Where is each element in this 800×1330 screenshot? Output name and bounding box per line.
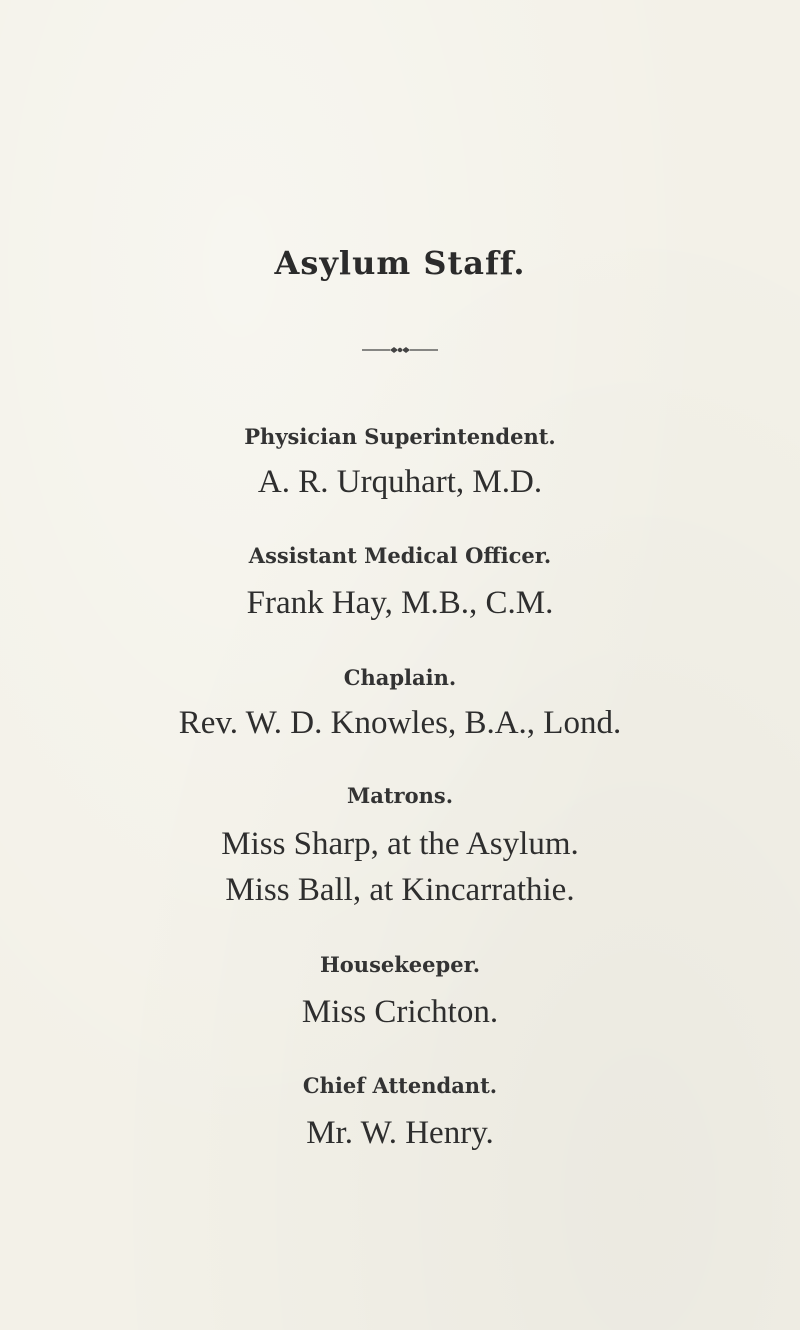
heading-housekeeper: Housekeeper. — [319, 952, 481, 977]
name-housekeeper: Miss Crichton. — [301, 994, 499, 1030]
name-physician-superintendent: A. R. Urquhart, M.D. — [257, 464, 543, 500]
page-title: Asylum Staff. — [274, 244, 526, 282]
name-matron-asylum: Miss Sharp, at the Asylum. — [221, 826, 579, 862]
heading-chief-attendant: Chief Attendant. — [302, 1073, 498, 1098]
heading-physician-superintendent: Physician Superintendent. — [244, 424, 556, 449]
name-chaplain: Rev. W. D. Knowles, B.A., Lond. — [178, 705, 622, 741]
name-chief-attendant: Mr. W. Henry. — [306, 1115, 494, 1151]
heading-chaplain: Chaplain. — [343, 665, 457, 690]
name-matron-kincarrathie: Miss Ball, at Kincarrathie. — [225, 872, 575, 908]
name-assistant-medical-officer: Frank Hay, M.B., C.M. — [246, 585, 554, 621]
heading-matrons: Matrons. — [346, 783, 454, 808]
ornamental-rule-icon — [360, 344, 440, 356]
heading-assistant-medical-officer: Assistant Medical Officer. — [248, 543, 552, 568]
